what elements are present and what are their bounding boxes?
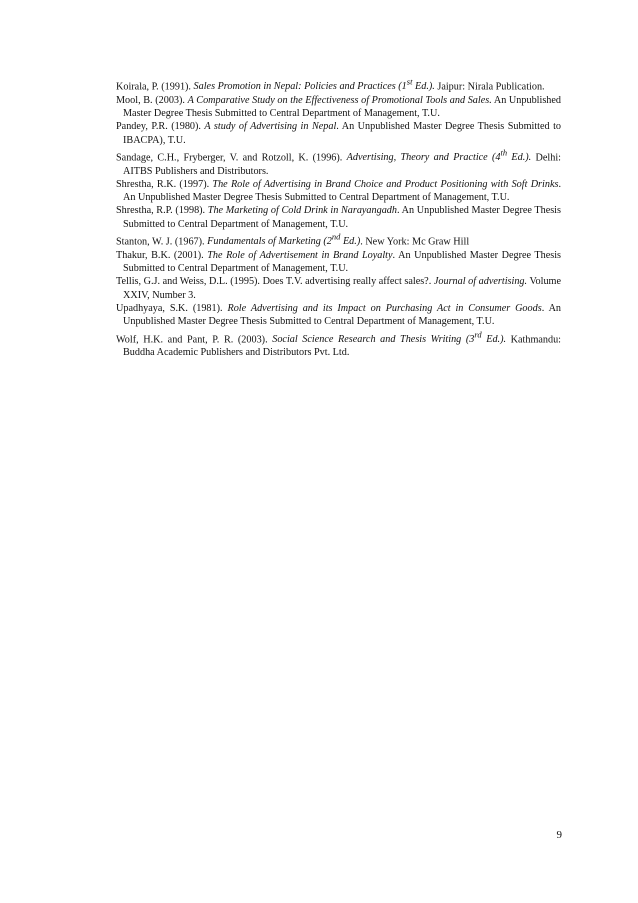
reference-publisher: . An Unpublished Master Degree Thesis Submitted to Central Department of Management, T.U. [123, 249, 561, 275]
reference-authors-year: Tellis, G.J. and Weiss, D.L. (1995). Does T.V. advertising really affect sales?. [116, 276, 434, 288]
reference-authors-year: Sandage, C.H., Fryberger, V. and Rotzoll, K. (1996). [116, 152, 347, 164]
reference-entry [116, 329, 561, 360]
reference-publisher: Kathmandu: Buddha Academic Publishers and Distributors Pvt. Ltd. [123, 333, 561, 359]
reference-authors-year: Shrestha, R.K. (1997). [116, 178, 213, 190]
reference-entry [116, 204, 561, 231]
reference-authors-year: Pandey, P.R. (1980). [116, 121, 205, 133]
reference-publisher: Volume XXIV, Number 3. [123, 276, 561, 301]
reference-authors-year: Upadhyaya, S.K. (1981). [116, 302, 228, 314]
page-number: 9 [556, 829, 562, 841]
reference-authors-year: Thakur, B.K. (2001). [116, 249, 208, 261]
reference-authors-year: Stanton, W. J. (1967). [116, 236, 208, 248]
ordinal-suffix: rd [474, 329, 482, 340]
ordinal-suffix: nd [331, 232, 341, 243]
reference-entry [116, 275, 561, 302]
ordinal-suffix: th [500, 147, 508, 158]
reference-entry [116, 302, 561, 329]
reference-authors-year: Koirala, P. (1991). [116, 81, 194, 93]
reference-title: Social Science Research and Thesis Writing (3rd Ed.). [272, 329, 507, 345]
reference-publisher: Jaipur: Nirala Publication. [434, 81, 545, 93]
reference-publisher: . An Unpublished Master Degree Thesis Submitted to Central Department of Management, T.U. [123, 302, 562, 328]
reference-list [116, 76, 561, 360]
reference-title: Role Advertising and its Impact on Purchasing Act in Consumer Goods [227, 302, 542, 314]
reference-publisher: . An Unpublished Master Degree Thesis Submitted to Central Department of Management, T.U. [123, 178, 561, 204]
reference-publisher: Delhi: AITBS Publishers and Distributors. [123, 152, 561, 177]
reference-entry [116, 231, 561, 249]
reference-publisher: . An Unpublished Master Degree Thesis Submitted to Central Department of Management, T.U. [123, 205, 561, 230]
reference-title: A study of Advertising in Nepal [204, 121, 337, 133]
reference-entry [116, 94, 561, 121]
reference-title: Fundamentals of Marketing (2nd Ed.) [207, 232, 361, 248]
reference-authors-year: Shrestha, R.P. (1998). [116, 205, 208, 217]
reference-entry [116, 76, 561, 94]
reference-entry [116, 249, 561, 276]
reference-authors-year: Mool, B. (2003). [116, 94, 188, 106]
reference-entry [116, 120, 561, 147]
reference-title: Sales Promotion in Nepal: Policies and Practices (1st Ed.). [193, 77, 435, 93]
reference-title: The Role of Advertising in Brand Choice and Product Positioning with Soft Drinks [212, 178, 559, 190]
reference-publisher: . New York: Mc Graw Hill [360, 236, 470, 248]
reference-title: Journal of advertising. [433, 276, 528, 288]
reference-publisher: An Unpublished Master Degree Thesis Submitted to Central Department of Management, T.U. [123, 94, 561, 119]
reference-title: Advertising, Theory and Practice (4th Ed.). [346, 147, 532, 164]
reference-title: The Role of Advertisement in Brand Loyalty [207, 249, 393, 261]
reference-authors-year: Wolf, H.K. and Pant, P. R. (2003). [116, 333, 273, 345]
reference-entry [116, 178, 561, 205]
reference-title: A Comparative Study on the Effectiveness of Promotional Tools and Sales. [187, 94, 492, 106]
reference-entry [116, 147, 561, 178]
reference-publisher: . An Unpublished Master Degree Thesis Submitted to IBACPA), T.U. [123, 121, 561, 146]
ordinal-suffix: st [406, 77, 413, 87]
reference-title: The Marketing of Cold Drink in Narayangadh [207, 205, 397, 217]
